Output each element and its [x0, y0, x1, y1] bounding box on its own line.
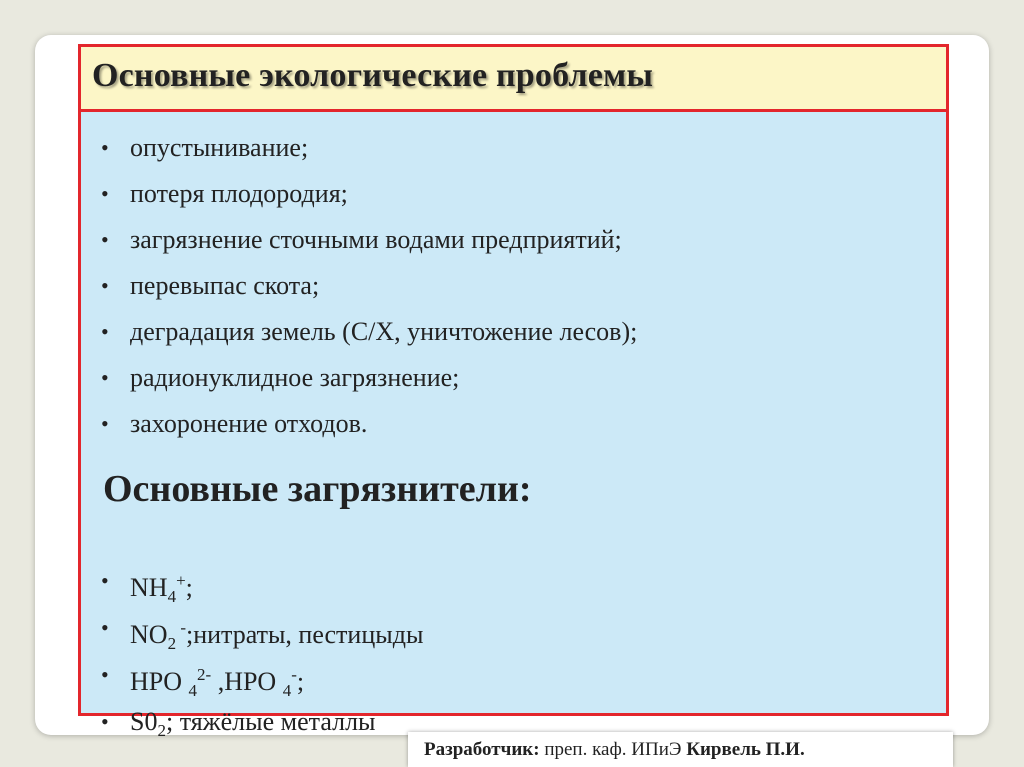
formula-subscript: 4	[282, 681, 292, 700]
title-box	[81, 47, 946, 112]
formula-base: S0	[130, 707, 158, 736]
bullet-icon: •	[101, 568, 109, 593]
formula-superscript: -	[176, 618, 186, 637]
bullet-icon: •	[101, 411, 109, 436]
formula-base: HPO	[130, 667, 189, 696]
pollutant-text	[130, 698, 376, 754]
author-footer	[408, 732, 953, 767]
formula-rest: ;нитраты, пестицыды	[185, 620, 424, 649]
problem-text: радионуклидное загрязнение;	[130, 363, 460, 392]
bullet-icon: •	[101, 319, 109, 344]
bullet-icon: •	[101, 662, 109, 687]
formula-base: NH	[130, 573, 168, 602]
problem-text: перевыпас скота;	[130, 271, 320, 300]
problem-text: потеря плодородия;	[130, 179, 348, 208]
formula-rest: ;	[296, 667, 305, 696]
problem-text: захоронение отходов.	[130, 409, 368, 438]
slide-title: Основные экологические проблемы	[92, 57, 654, 94]
formula-superscript: -	[291, 665, 297, 684]
formula-superscript: 2-	[197, 665, 212, 684]
formula-subscript: 4	[188, 681, 198, 700]
formula-superscript: +	[176, 571, 186, 590]
formula-middle: ,HPO	[211, 667, 283, 696]
formula-subscript: 2	[167, 634, 177, 653]
bullet-icon: •	[101, 135, 109, 160]
footer-department: преп. каф. ИПиЭ	[539, 739, 687, 760]
footer-label: Разработчик:	[424, 739, 540, 760]
formula-subscript: 4	[167, 587, 177, 606]
problem-text: загрязнение сточными водами предприятий;	[130, 225, 622, 254]
problem-text: опустынивание;	[130, 133, 309, 162]
formula-base: NO	[130, 620, 168, 649]
problem-text: деградация земель (С/Х, уничтожение лесов);	[130, 317, 638, 346]
footer-author: Кирвель П.И.	[686, 739, 805, 760]
formula-rest: ; тяжёлые металлы	[165, 707, 376, 736]
bullet-icon: •	[101, 365, 109, 390]
bullet-icon: •	[101, 615, 109, 640]
bullet-icon: •	[101, 181, 109, 206]
pollutants-heading: Основные загрязнители:	[103, 468, 532, 510]
bullet-icon: •	[101, 227, 109, 252]
content-frame	[78, 44, 949, 740]
bullet-icon: •	[101, 273, 109, 298]
bullet-icon: •	[101, 709, 109, 734]
formula-rest: ;	[185, 573, 193, 602]
formula-subscript: 2	[157, 721, 166, 740]
